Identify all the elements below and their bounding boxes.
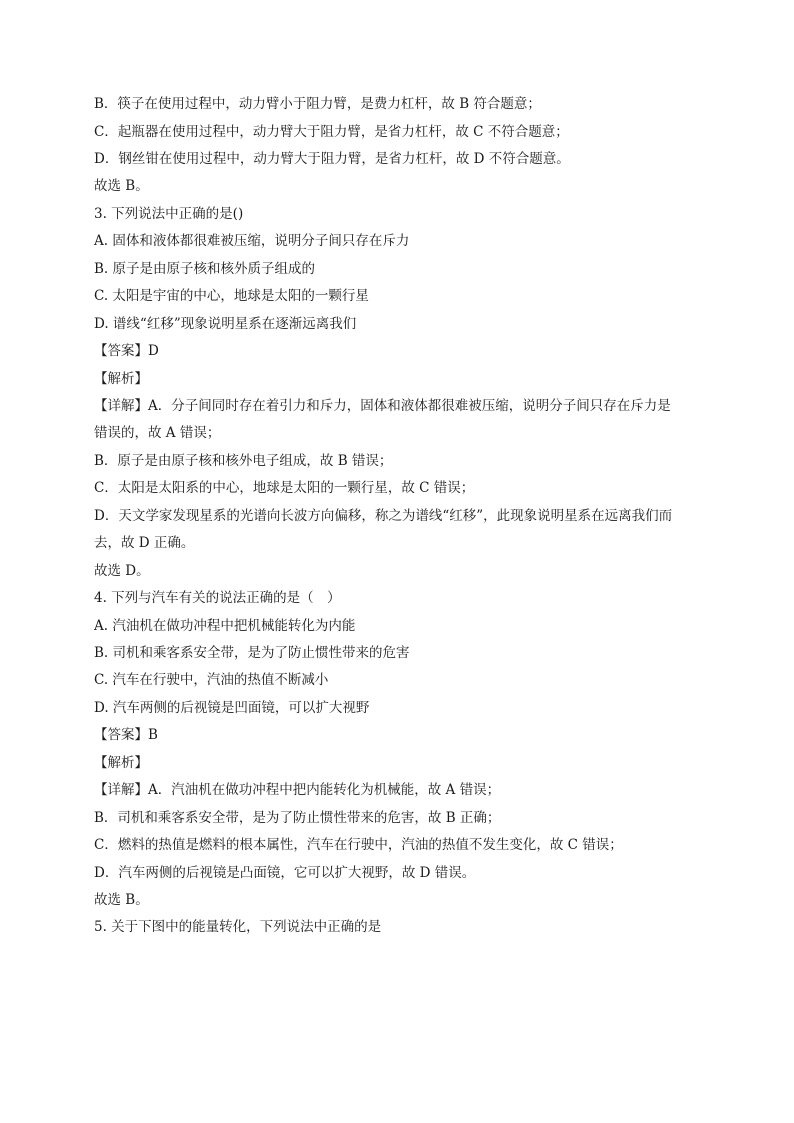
text-line: 故选 B。 <box>94 892 149 908</box>
option-line: D. 谱线“红移”现象说明星系在逐渐远离我们 <box>94 316 357 332</box>
analysis-heading: 【解析】 <box>94 755 148 771</box>
option-line: C. 太阳是宇宙的中心，地球是太阳的一颗行星 <box>94 288 369 304</box>
analysis-heading: 【解析】 <box>94 371 148 387</box>
explanation-line: B．原子是由原子核和核外电子组成，故 B 错误； <box>94 453 393 469</box>
option-line: B. 原子是由原子核和核外质子组成的 <box>94 261 316 277</box>
text-line: 故选 B。 <box>94 178 149 194</box>
option-line: B. 司机和乘客系安全带，是为了防止惯性带来的危害 <box>94 645 410 661</box>
explanation-line: 【详解】A．分子间同时存在着引力和斥力，固体和液体都很难被压缩，说明分子间只存在斥力是 <box>94 398 671 414</box>
explanation-line: D．天文学家发现星系的光谱向长波方向偏移，称之为谱线“红移”，此现象说明星系在远离我们而 <box>94 508 673 524</box>
explanation-line: 去，故 D 正确。 <box>94 535 195 551</box>
answer-line: 【答案】D <box>94 343 159 359</box>
option-line: A. 固体和液体都很难被压缩，说明分子间只存在斥力 <box>94 233 410 249</box>
explanation-line: C．太阳是太阳系的中心，地球是太阳的一颗行星，故 C 错误； <box>94 480 475 496</box>
explanation-line: D．汽车两侧的后视镜是凸面镜，它可以扩大视野，故 D 错误。 <box>94 865 476 881</box>
answer-line: 【答案】B <box>94 727 158 743</box>
explanation-line: B．司机和乘客系安全带，是为了防止惯性带来的危害，故 B 正确； <box>94 810 501 826</box>
text-line: 故选 D。 <box>94 563 150 579</box>
text-line: B．筷子在使用过程中，动力臂小于阻力臂，是费力杠杆，故 B 符合题意； <box>94 96 541 112</box>
explanation-line: 错误的，故 A 错误； <box>94 425 221 441</box>
explanation-line: C．燃料的热值是燃料的根本属性，汽车在行驶中，汽油的热值不发生变化，故 C 错误； <box>94 837 623 853</box>
option-line: A. 汽油机在做功冲程中把机械能转化为内能 <box>94 618 356 634</box>
explanation-line: 【详解】A．汽油机在做功冲程中把内能转化为机械能，故 A 错误； <box>94 782 501 798</box>
question-stem: 4. 下列与汽车有关的说法正确的是（ ） <box>94 590 341 606</box>
option-line: C. 汽车在行驶中，汽油的热值不断减小 <box>94 672 329 688</box>
text-line: D．钢丝钳在使用过程中，动力臂大于阻力臂，是省力杠杆，故 D 不符合题意。 <box>94 151 570 167</box>
question-stem: 5. 关于下图中的能量转化，下列说法中正确的是 <box>94 919 382 935</box>
option-line: D. 汽车两侧的后视镜是凹面镜，可以扩大视野 <box>94 700 370 716</box>
text-line: C．起瓶器在使用过程中，动力臂大于阻力臂，是省力杠杆，故 C 不符合题意； <box>94 124 569 140</box>
question-stem: 3. 下列说法中正确的是() <box>94 206 244 222</box>
